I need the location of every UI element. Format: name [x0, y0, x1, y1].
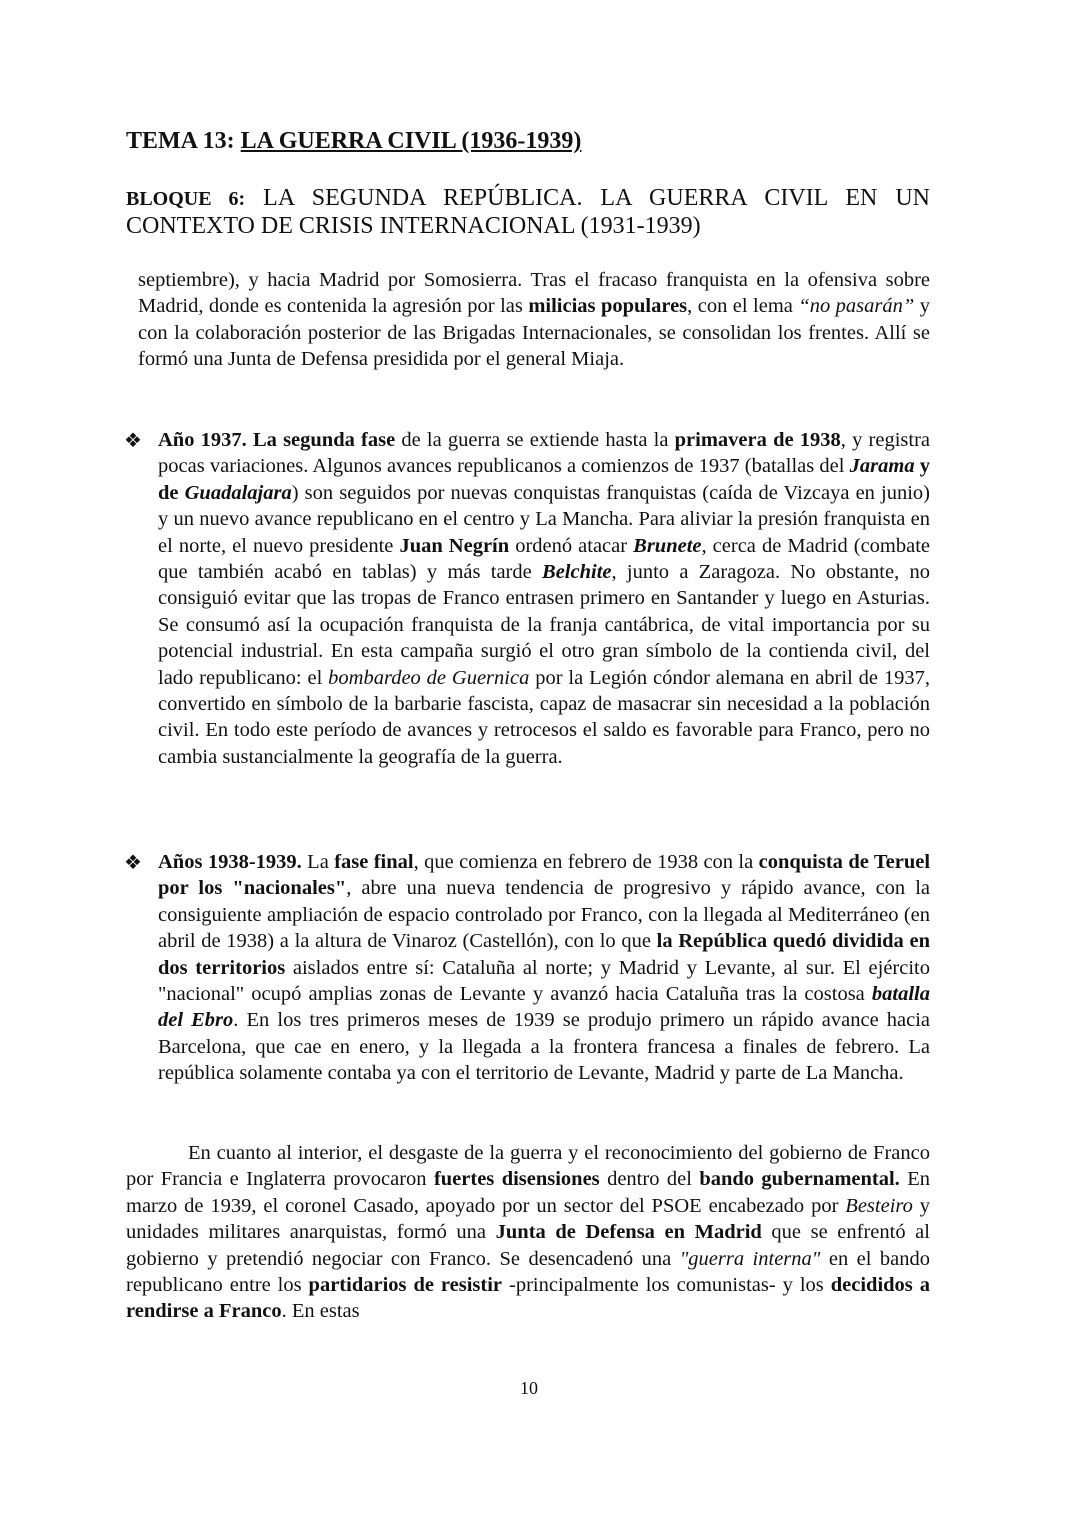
- text-run: , junto a Zaragoza. No obstante, no consiguió evitar que las tropas de Franco entrasen primero en Santander y luego en Asturias. Se consumó así la ocupación franquista de la franja cantábrica, de vital importancia por su potencial industrial. En esta campaña surgió el otro gran símbolo de la contienda civil, del lado republicano: el: [158, 561, 930, 689]
- text-run: En cuanto al interior, el desgaste de la guerra y el reconocimiento del gobierno de Franco por Francia e Inglaterra provocaron: [126, 1142, 930, 1191]
- text-run: . En los tres primeros meses de 1939 se produjo primero un rápido avance hacia Barcelona, que cae en enero, y la llegada a la frontera francesa a finales de febrero. La república solamente contaba ya con el territorio de Levante, Madrid y parte de La Mancha.: [158, 1009, 930, 1085]
- bold-run: Juan Negrín: [399, 534, 510, 557]
- bold-run: milicias populares: [528, 295, 688, 318]
- bold-run: primavera de 1938: [674, 429, 841, 451]
- bold-run: bando gubernamental.: [699, 1168, 900, 1191]
- bold-run: la República quedó dividida en dos territorios: [158, 930, 930, 979]
- text-run: , y registra pocas variaciones. Algunos avances republicanos a comienzos de 1937 (batallas del: [158, 429, 930, 478]
- italic-run: “no pasarán”: [798, 295, 915, 318]
- text-run: por la Legión cóndor alemana en abril de 1937, convertido en símbolo de la barbarie fascista, capaz de masacrar sin necesidad a la población civil. En todo este período de avances y retrocesos el saldo es favorable para Franco, pero no cambia sustancialmente la geografía de la guerra.: [158, 666, 930, 768]
- bold-run: de: [158, 481, 179, 504]
- continuation-paragraph: [138, 267, 930, 373]
- italic-run: bombardeo de Guernica: [328, 666, 530, 689]
- text-run: de la guerra se extiende hasta la: [395, 429, 675, 451]
- page-number: 10: [520, 1378, 538, 1398]
- diamond-bullet-icon: ❖: [124, 850, 142, 874]
- bold-run: conquista de Teruel por los "nacionales": [158, 851, 931, 900]
- text-run: aislados entre sí: Cataluña al norte; y Madrid y Levante, al sur. El ejército "nacional" ocupó amplias zonas de Levante y avanzó hacia Cataluña tras la costosa: [158, 956, 930, 1006]
- text-run: ) son seguidos por nuevas conquistas franquistas (caída de Vizcaya en junio) y un nuevo avance republicano en el centro y La Mancha. Para aliviar la presión franquista en el norte, el nuevo presidente: [158, 481, 931, 557]
- topic-heading: [126, 128, 581, 155]
- text-run: que se enfrentó al gobierno y pretendió negociar con Franco. Se desencadenó una: [126, 1221, 930, 1270]
- bullet-text: [158, 849, 930, 1087]
- bold-run: partidarios de resistir: [308, 1274, 503, 1297]
- text-run: en el bando republicano entre los: [126, 1247, 930, 1297]
- italic-run: Besteiro: [845, 1194, 913, 1217]
- bold-run: decididos a rendirse a Franco: [126, 1274, 930, 1323]
- text-run: y con la colaboración posterior de las Brigadas Internacionales, se consolidan los frentes. Allí se formó una Junta de Defensa presidida por el general Miaja.: [138, 295, 930, 371]
- text-run: . En estas: [281, 1300, 360, 1323]
- text-run: y unidades militares anarquistas, formó una: [126, 1194, 931, 1244]
- topic-label: TEMA 13:: [126, 128, 241, 154]
- block-title-line1: LA SEGUNDA REPÚBLICA. LA GUERRA CIVIL EN UN: [263, 185, 931, 211]
- bold-run: Años 1938-1939.: [158, 851, 302, 873]
- bold-italic-run: Guadalajara: [184, 481, 292, 504]
- bold-run: fase final: [334, 851, 414, 873]
- text-run: dentro del: [599, 1168, 700, 1191]
- bold-italic-run: Jarama: [849, 455, 915, 478]
- interior-paragraph: [126, 1140, 930, 1325]
- bold-italic-run: batalla del Ebro: [158, 983, 930, 1032]
- bold-italic-run: Belchite: [542, 561, 612, 584]
- bold-run: Junta de Defensa en Madrid: [495, 1221, 762, 1244]
- text-run: ordenó atacar: [509, 534, 634, 557]
- diamond-bullet-icon: ❖: [124, 428, 142, 452]
- text-run: -principalmente los comunistas- y los: [502, 1274, 831, 1297]
- text-run: , con el lema: [687, 295, 799, 318]
- text-run: septiembre), y hacia Madrid por Somosierra. Tras el fracaso franquista en la ofensiva sobre Madrid, donde es contenida la agresión por las: [138, 269, 930, 318]
- topic-title: LA GUERRA CIVIL (1936-1939): [240, 128, 582, 154]
- bold-run: fuertes disensiones: [433, 1168, 600, 1191]
- bullet-text: [158, 427, 930, 770]
- block-heading-line1: [126, 184, 930, 213]
- bold-italic-run: Brunete: [633, 534, 702, 557]
- italic-run: "guerra interna": [679, 1247, 821, 1270]
- text-run: , abre una nueva tendencia de progresivo y rápido avance, con la consiguiente ampliación de espacio controlado por Franco, con la llegada al Mediterráneo (en abril de 1938) a la altura de Vinaroz (Castellón), con lo que: [158, 877, 931, 953]
- bold-run: y: [914, 455, 931, 478]
- text-run: , que comienza en febrero de 1938 con la: [413, 851, 759, 873]
- bold-run: Año 1937. La segunda fase: [158, 429, 396, 451]
- text-run: En marzo de 1939, el coronel Casado, apoyado por un sector del PSOE encabezado por: [126, 1168, 930, 1217]
- text-run: La: [301, 851, 335, 873]
- block-label: BLOQUE 6:: [126, 188, 246, 210]
- text-run: , cerca de Madrid (combate que también acabó en tablas) y más tarde: [158, 534, 931, 584]
- block-heading-line2: CONTEXTO DE CRISIS INTERNACIONAL (1931-1939): [126, 213, 701, 239]
